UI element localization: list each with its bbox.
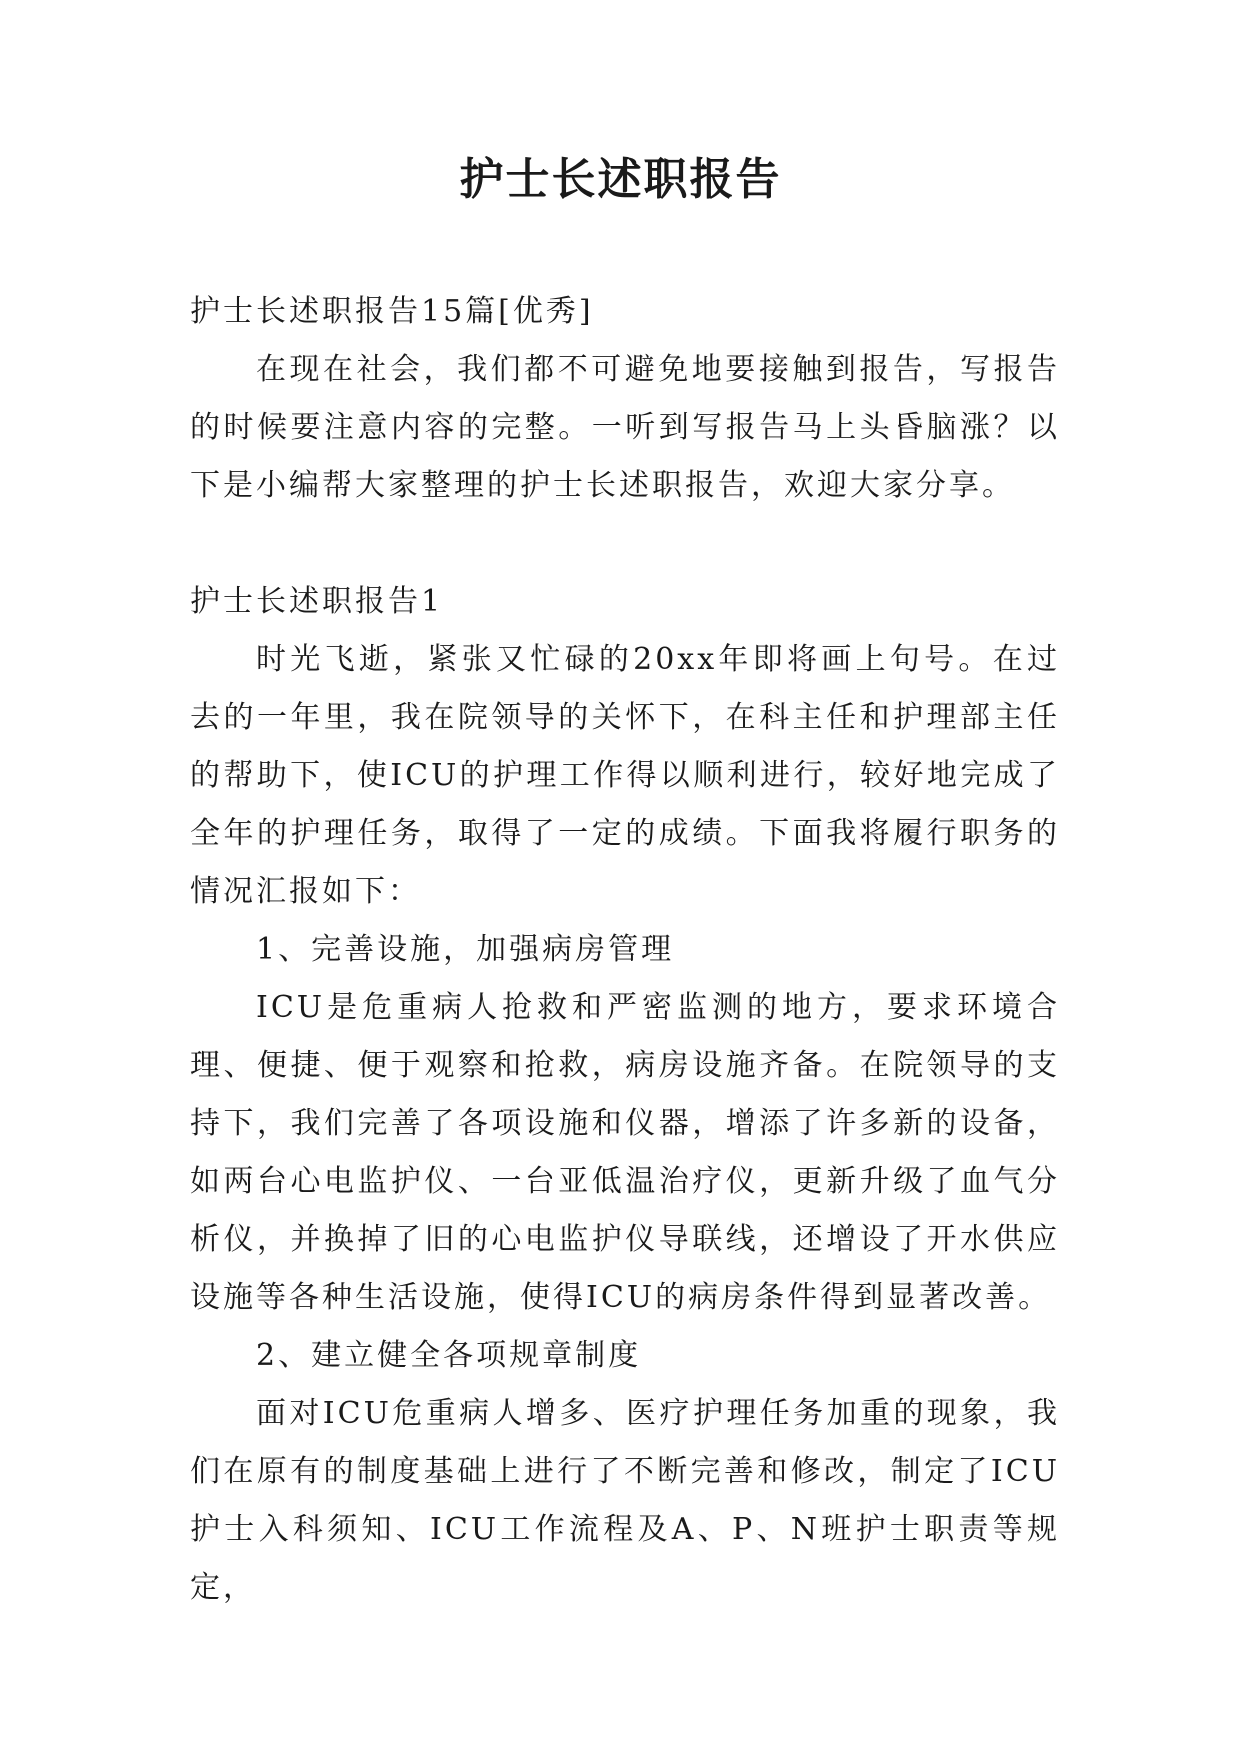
item-paragraph-2: 面对ICU危重病人增多、医疗护理任务加重的现象，我们在原有的制度基础上进行了不断完善和修改，制定了ICU护士入科须知、ICU工作流程及A、P、N班护士职责等规定， <box>190 1396 1060 1605</box>
section-heading: 护士长述职报告1 <box>190 584 444 619</box>
paragraph-spacer <box>190 515 1060 573</box>
section-paragraph: 时光飞逝，紧张又忙碌的20xx年即将画上句号。在过去的一年里，我在院领导的关怀下，在科主任和护理部主任的帮助下，使ICU的护理工作得以顺利进行，较好地完成了全年的护理任务，取得了一定的成绩。下面我将履行职务的情况汇报如下： <box>190 642 1060 909</box>
intro-paragraph: 在现在社会，我们都不可避免地要接触到报告，写报告的时候要注意内容的完整。一听到写报告马上头昏脑涨？以下是小编帮大家整理的护士长述职报告，欢迎大家分享。 <box>190 352 1060 503</box>
document-title: 护士长述职报告 <box>459 154 782 205</box>
item-heading-1: 1、完善设施，加强病房管理 <box>256 932 675 967</box>
document-body <box>190 283 1060 1617</box>
item-heading-2: 2、建立健全各项规章制度 <box>256 1338 642 1373</box>
document-subtitle: 护士长述职报告15篇[优秀] <box>190 294 594 329</box>
item-paragraph-1: ICU是危重病人抢救和严密监测的地方，要求环境合理、便捷、便于观察和抢救，病房设施齐备。在院领导的支持下，我们完善了各项设施和仪器，增添了许多新的设备，如两台心电监护仪、一台亚低温治疗仪，更新升级了血气分析仪，并换掉了旧的心电监护仪导联线，还增设了开水供应设施等各种生活设施，使得ICU的病房条件得到显著改善。 <box>190 990 1060 1315</box>
